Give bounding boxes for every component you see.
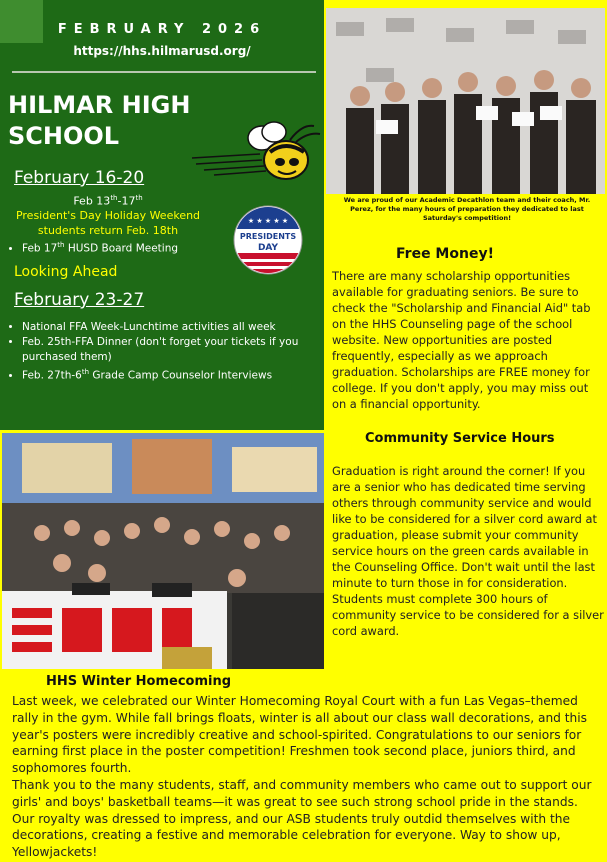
looking-ahead-heading: Looking Ahead bbox=[14, 264, 118, 280]
homecoming-rally-photo bbox=[2, 433, 324, 669]
homecoming-paragraph-1: Last week, we celebrated our Winter Homecoming Royal Court with a fun Las Vegas–themed rally in the gym. While fall brings floats, winter is all about our class wall decorations, and this year's posters were incredibly creative and school-spirited. Congratulations to our seniors for earning first place in the poster competition! Freshmen took second place, juniors third, and sophomores fourth. bbox=[12, 694, 588, 776]
newsletter-month: FEBRUARY 2026 bbox=[57, 22, 267, 37]
homecoming-paragraph-2: Thank you to the many students, staff, and community members who came out to support our girls' and boys' basketball teams—it was great to see such strong school pride in the stands. Our royalty was dressed to impress, and our ASB students truly outdid themselves with the decorations, creating a festive and memorable celebration for everyone. Way to show up, Yellowjackets! bbox=[12, 777, 592, 860]
list-item: • National FFA Week-Lunchtime activities all week bbox=[22, 320, 322, 335]
svg-text:★ ★ ★ ★ ★: ★ ★ ★ ★ ★ bbox=[247, 217, 289, 225]
header-divider bbox=[12, 71, 316, 73]
community-service-title: Community Service Hours bbox=[365, 431, 555, 446]
yellowjacket-mascot-icon bbox=[190, 118, 322, 184]
week1-list bbox=[0, 238, 178, 257]
school-name-line2: SCHOOL bbox=[8, 122, 120, 150]
photo-caption: We are proud of our Academic Decathlon team and their coach, Mr. Perez, for the many hours of preparation they dedicated to last Saturday's competition! bbox=[343, 196, 591, 222]
week1-date-range: Feb 13th-17th bbox=[73, 194, 143, 208]
list-item: • Feb 17th HUSD Board Meeting bbox=[22, 238, 178, 257]
free-money-body: There are many scholarship opportunities available for graduating seniors. Be sure to check the "Scholarship and Financial Aid" tab on the HHS Counseling page of the school website. New opportunities are posted frequently, especially as we approach graduation. Scholarships are FREE money for college. If you don't apply, you may miss out on a financial opportunity. bbox=[332, 269, 591, 411]
week1-return: students return Feb. 18th bbox=[37, 224, 179, 237]
homecoming-body bbox=[12, 693, 604, 861]
school-name bbox=[8, 90, 190, 152]
week2-heading: February 23-27 bbox=[14, 290, 145, 310]
community-service-body: Graduation is right around the corner! If you are a senior who has dedicated time serving others through community service and would like to be considered for a silver cord award at graduation, please submit your community service hours on the green cards available in the Counseling Office. Don't wait until the last minute to turn those in for consideration. Students must complete 300 hours of community service to be considered for a silver cord award. bbox=[332, 464, 604, 638]
list-item: • Feb. 25th-FFA Dinner (don't forget your tickets if you purchased them) bbox=[22, 335, 322, 365]
badge-line1: PRESIDENTS bbox=[239, 232, 297, 241]
school-website-link[interactable]: https://hhs.hilmarusd.org/ bbox=[73, 44, 251, 58]
school-name-line1: HILMAR HIGH bbox=[8, 91, 191, 119]
homecoming-title: HHS Winter Homecoming bbox=[46, 674, 232, 689]
week1-holiday: President's Day Holiday Weekend bbox=[15, 209, 201, 222]
presidents-day-badge-icon bbox=[233, 205, 303, 275]
list-item: • Feb. 27th-6th Grade Camp Counselor Interviews bbox=[22, 365, 322, 384]
badge-line2: DAY bbox=[257, 243, 279, 253]
academic-decathlon-photo bbox=[326, 8, 605, 194]
free-money-title: Free Money! bbox=[396, 246, 494, 262]
week2-list bbox=[0, 320, 322, 384]
week1-heading: February 16-20 bbox=[14, 168, 145, 188]
